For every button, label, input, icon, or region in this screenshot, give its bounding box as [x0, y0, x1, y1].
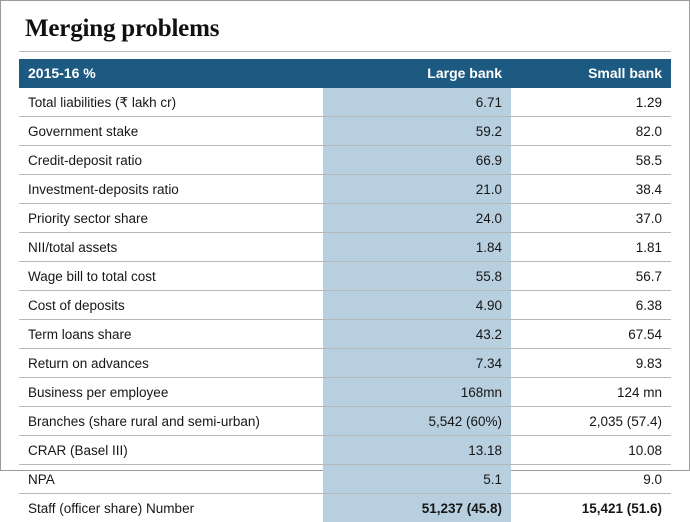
row-label: Term loans share [19, 320, 323, 349]
cell-small-bank: 38.4 [511, 175, 671, 204]
cell-small-bank: 6.38 [511, 291, 671, 320]
comparison-table [19, 59, 671, 522]
row-label: Wage bill to total cost [19, 262, 323, 291]
cell-small-bank: 58.5 [511, 146, 671, 175]
table-row [19, 320, 671, 349]
cell-small-bank: 1.29 [511, 88, 671, 117]
table-row [19, 146, 671, 175]
cell-small-bank: 67.54 [511, 320, 671, 349]
cell-large-bank: 55.8 [323, 262, 511, 291]
table-row [19, 407, 671, 436]
cell-small-bank: 56.7 [511, 262, 671, 291]
table-row [19, 378, 671, 407]
cell-large-bank: 6.71 [323, 88, 511, 117]
cell-large-bank: 4.90 [323, 291, 511, 320]
cell-small-bank: 9.0 [511, 465, 671, 494]
page-title: Merging problems [19, 11, 671, 49]
cell-large-bank: 66.9 [323, 146, 511, 175]
content-wrapper [19, 11, 671, 522]
row-label: Cost of deposits [19, 291, 323, 320]
cell-large-bank: 51,237 (45.8) [323, 494, 511, 522]
cell-large-bank: 5,542 (60%) [323, 407, 511, 436]
cell-large-bank: 5.1 [323, 465, 511, 494]
row-label: Branches (share rural and semi-urban) [19, 407, 323, 436]
row-label: NII/total assets [19, 233, 323, 262]
table-body [19, 88, 671, 522]
cell-large-bank: 43.2 [323, 320, 511, 349]
row-label: Priority sector share [19, 204, 323, 233]
column-header-small-bank: Small bank [511, 59, 671, 88]
title-divider [19, 51, 671, 52]
cell-small-bank: 1.81 [511, 233, 671, 262]
table-header [19, 59, 671, 88]
table-row [19, 233, 671, 262]
cell-large-bank: 21.0 [323, 175, 511, 204]
row-label: NPA [19, 465, 323, 494]
cell-large-bank: 168mn [323, 378, 511, 407]
table-row [19, 204, 671, 233]
cell-small-bank: 124 mn [511, 378, 671, 407]
row-label: Return on advances [19, 349, 323, 378]
cell-small-bank: 15,421 (51.6) [511, 494, 671, 522]
cell-small-bank: 37.0 [511, 204, 671, 233]
cell-large-bank: 13.18 [323, 436, 511, 465]
cell-small-bank: 2,035 (57.4) [511, 407, 671, 436]
table-row [19, 117, 671, 146]
cell-large-bank: 24.0 [323, 204, 511, 233]
cell-large-bank: 7.34 [323, 349, 511, 378]
column-header-large-bank: Large bank [323, 59, 511, 88]
row-label: Credit-deposit ratio [19, 146, 323, 175]
table-row [19, 262, 671, 291]
row-label: Investment-deposits ratio [19, 175, 323, 204]
table-row [19, 349, 671, 378]
table-header-row [19, 59, 671, 88]
cell-small-bank: 82.0 [511, 117, 671, 146]
row-label: Government stake [19, 117, 323, 146]
cell-small-bank: 9.83 [511, 349, 671, 378]
table-row [19, 436, 671, 465]
row-label: Business per employee [19, 378, 323, 407]
row-label: Total liabilities (₹ lakh cr) [19, 88, 323, 117]
table-row [19, 494, 671, 522]
cell-large-bank: 59.2 [323, 117, 511, 146]
table-row [19, 465, 671, 494]
table-row [19, 88, 671, 117]
cell-small-bank: 10.08 [511, 436, 671, 465]
column-header-period: 2015-16 % [19, 59, 323, 88]
row-label: Staff (officer share) Number [19, 494, 323, 522]
row-label: CRAR (Basel III) [19, 436, 323, 465]
table-row [19, 291, 671, 320]
cell-large-bank: 1.84 [323, 233, 511, 262]
table-row [19, 175, 671, 204]
